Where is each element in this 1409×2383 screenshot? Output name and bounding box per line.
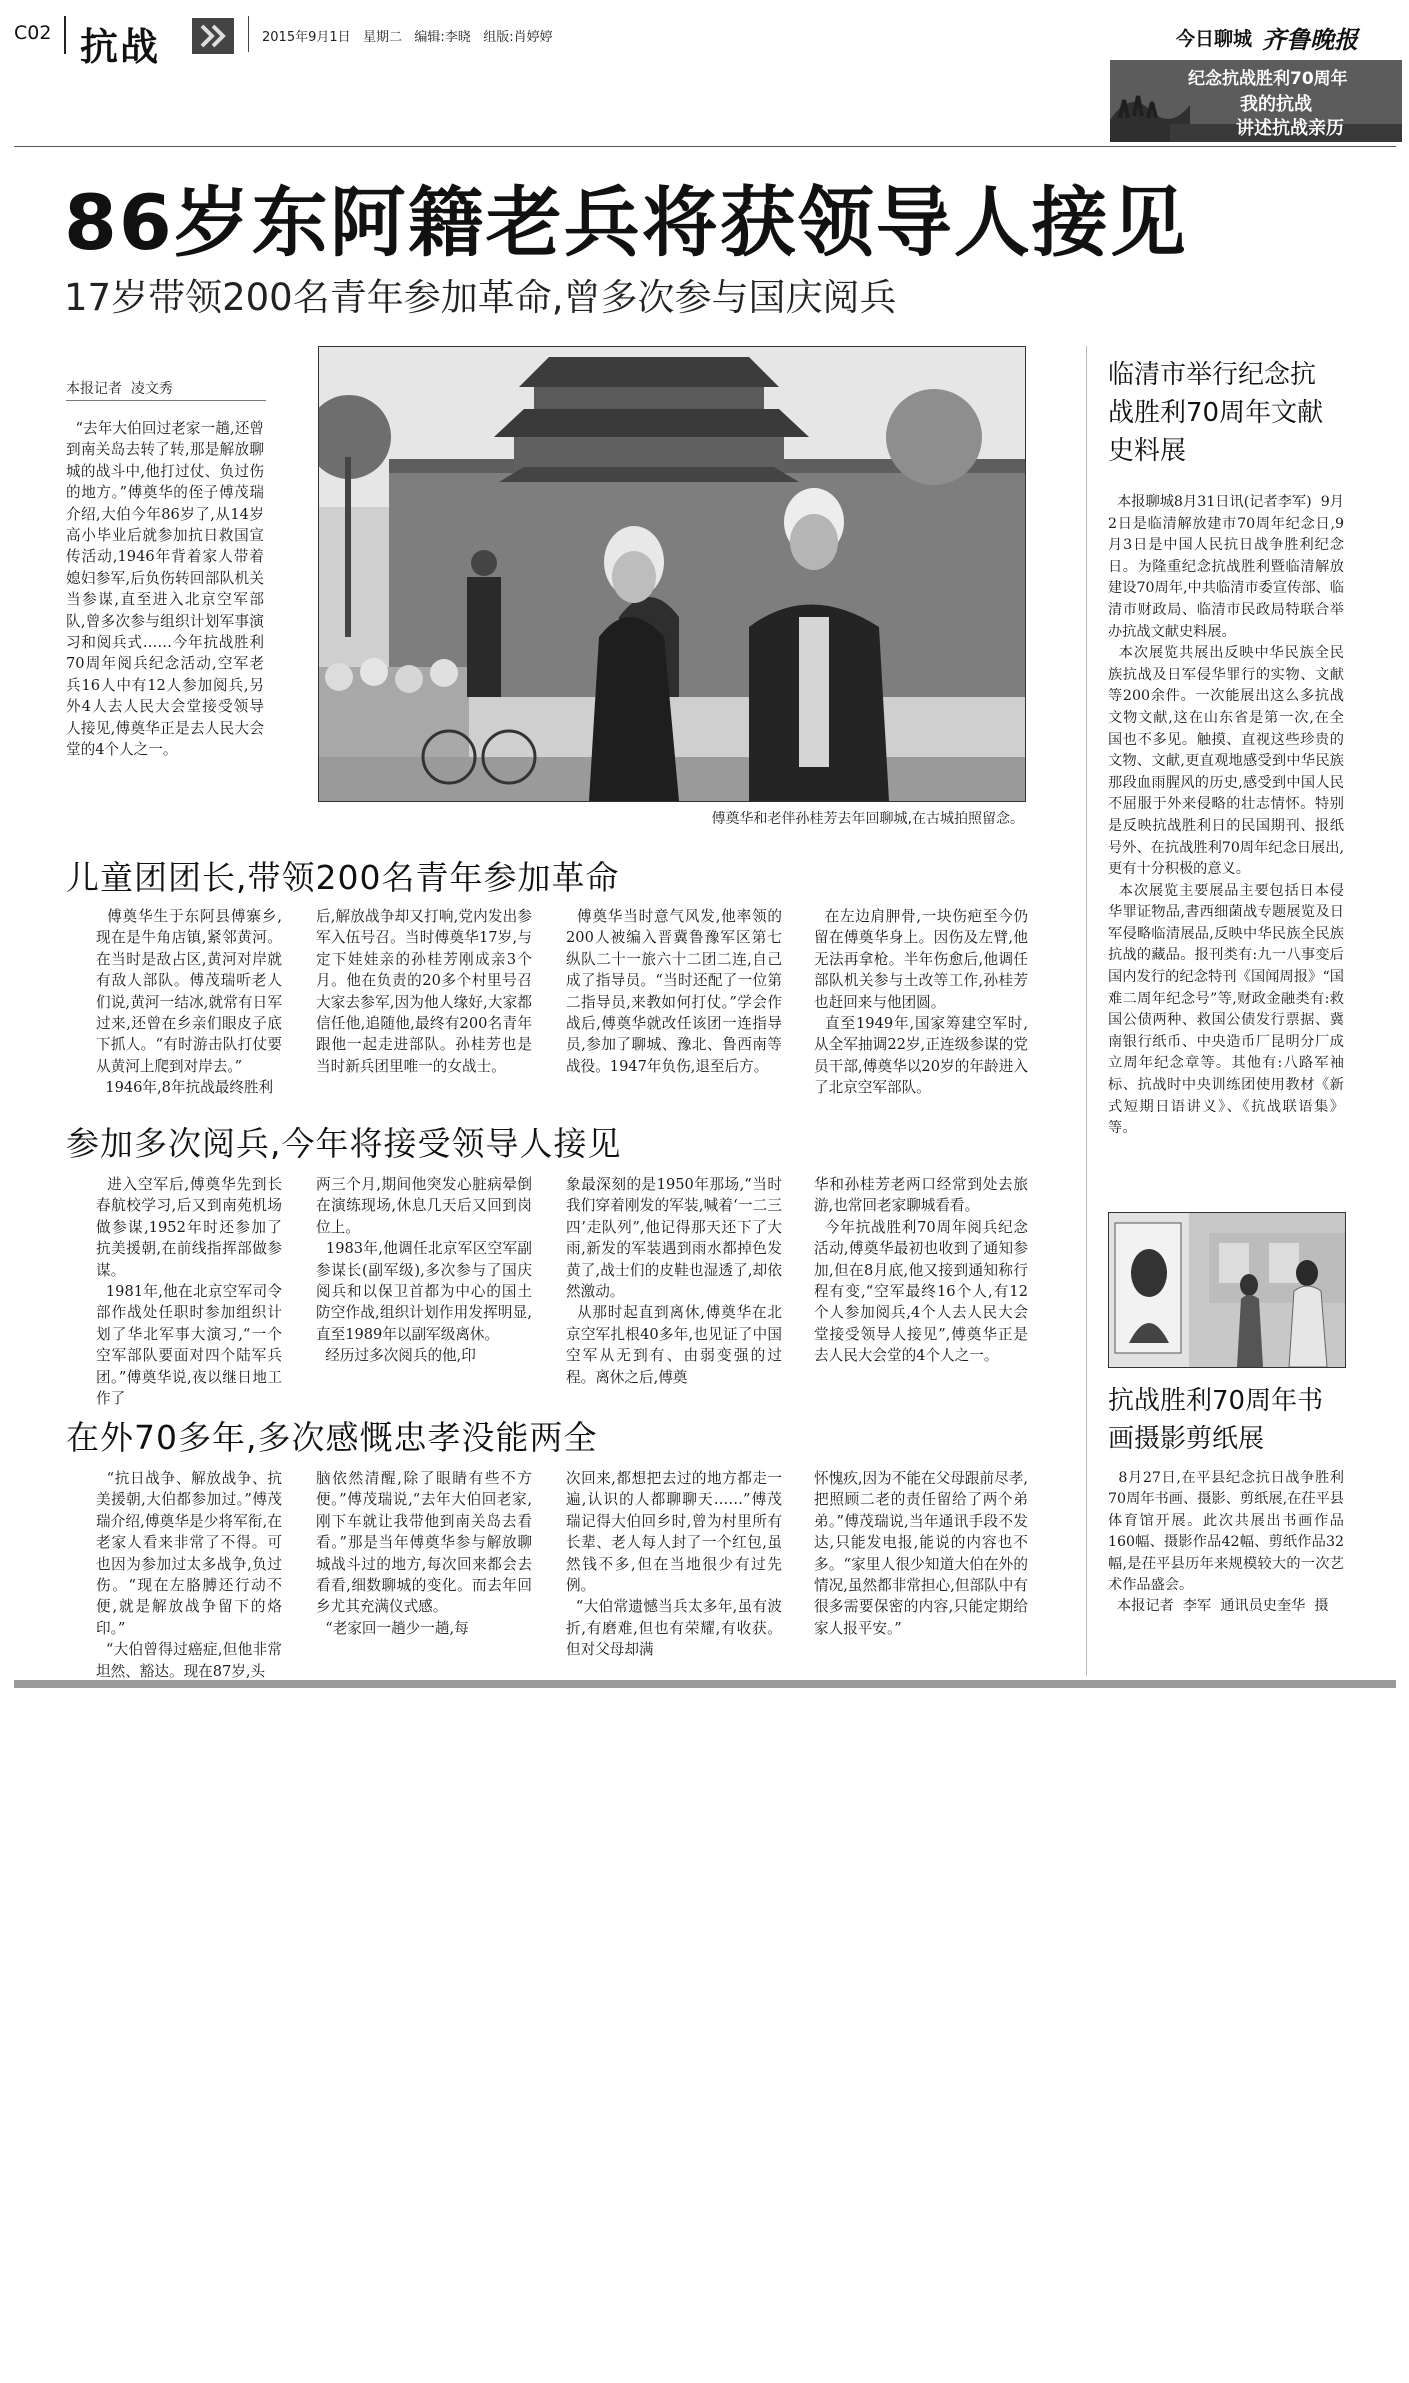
section-2-title: 参加多次阅兵,今年将接受领导人接见 [66, 1124, 622, 1163]
section-arrow-icon [192, 18, 234, 54]
section-1-col-4: 在左边肩胛骨,一块伤疤至今仍留在傅奠华身上。因伤及左臂,他无法再拿枪。半年伤愈后,他调任部队机关参与土改等工作,孙桂芳也赶回来与他团圆。 直至1949年,国家筹建空军时,从全军抽调22岁,正连级参谋的党员干部,傅奠华以20岁的年龄进入了北京空军部队。 [814, 908, 1029, 1097]
side-article-1-body: 本报聊城8月31日讯(记者李军) 9月2日是临清解放建市70周年纪念日,9月3日是中国人民抗日战争胜利纪念日。为隆重纪念抗战胜利暨临清解放建设70周年,中共临清市委宣传部、临清市财政局、临清市民政局特联合举办抗战文献史料展。 本次展览共展出反映中华民族全民族抗战及日军侵华罪行的实物、文献等200余件。一次能展出这么多抗战文物文献,这在山东省是第一次,在全国也不多见。触摸、直视这些珍贵的文物、文献,更直观地感受到中华民族那段血雨腥风的历史,感受到中国人民不屈服于外来侵略的壮志情怀。特别是反映抗战胜利日的民国期刊、报纸号外、在抗战胜利70周年纪念日展出,更有十分积极的意义。 本次展览主要展品主要包括日本侵华罪证物品,書西细菌战专题展览及日军侵略临清展品,反映中华民族全民族抗战的藏品。报刊类有:九一八事变后国内发行的纪念特刊《国闻周报》“国难二周年纪念号”等,财政金融类有:救国公债两种、救国公债发行票据、冀南银行纸币、中央造币厂昆明分厂成立周年纪念章等。其他有:八路军袖标、抗战时中央训练团使用教材《新式短期日语讲义》、《抗战联语集》等。 [1108, 494, 1344, 1137]
section-3-col-3: 次回来,都想把去过的地方都走一遍,认识的人都聊聊天……”傅茂瑞记得大伯回乡时,曾为村里所有长辈、老人每人封了一个红包,虽然钱不多,但在当地很少有过先例。 “大伯常遗憾当兵太多年,虽有波折,有磨难,但也有荣耀,有收获。但对父母却满 [566, 1470, 782, 1659]
section-1-col-1: 傅奠华生于东阿县傅寨乡,现在是牛角店镇,紧邻黄河。在当时是敌占区,黄河对岸就有敌人部队。傅茂瑞听老人们说,黄河一结冰,就常有日军过来,还曾在乡亲们眼皮子底下抓人。“有时游击队打仗要从黄河上爬到对岸去。” 1946年,8年抗战最终胜利 [96, 908, 283, 1097]
section-3-title: 在外70多年,多次感慨忠孝没能两全 [66, 1418, 598, 1457]
section-3-col-4: 怀愧疚,因为不能在父母跟前尽孝,把照顾二老的责任留给了两个弟弟。”傅茂瑞说,当年通讯手段不发达,只能发电报,能说的内容也不多。“家里人很少知道大伯在外的情况,虽然都非常担心,但部队中有很多需要保密的内容,只能定期给家人报平安。” [814, 1470, 1028, 1637]
paper-name-right: 齐鲁晚报 [1262, 25, 1358, 54]
header-meta: 2015年9月1日 星期二 编辑:李晓 组版:肖婷婷 [262, 30, 553, 45]
section-name: 抗战 [80, 25, 161, 69]
banner-line-3: 讲述抗战亲历 [1236, 118, 1344, 139]
header-divider-right [248, 16, 249, 52]
side-column-divider [1086, 346, 1087, 1676]
side-article-2-title: 抗战胜利70周年书画摄影剪纸展 [1108, 1386, 1324, 1454]
byline-rule [66, 400, 266, 401]
side-article-2-body: 8月27日,在平县纪念抗日战争胜利70周年书画、摄影、剪纸展,在茌平县体育馆开展。此次共展出书画作品160幅、摄影作品42幅、剪纸作品32幅,是茌平县历年来规模较大的一次艺术作品盛会。 本报记者 李军 通讯员史奎华 摄 [1108, 1470, 1344, 1615]
section-2-col-1: 进入空军后,傅奠华先到长春航校学习,后又到南苑机场做参谋,1952年时还参加了抗美援朝,在前线指挥部做参谋。 1981年,他在北京空军司令部作战处任职时参加组织计划了华北军事大演习,“一个空军部队要面对四个陆军兵团。”傅奠华说,夜以继日地工作了 [96, 1176, 283, 1408]
header-divider-left [64, 16, 66, 54]
page-number: C02 [14, 22, 52, 44]
paper-name-left: 今日聊城 [1176, 28, 1253, 50]
lead-paragraph: “去年大伯回过老家一趟,还曾到南关岛去转了转,那是解放聊城的战斗中,他打过仗、负过伤的地方。”傅奠华的侄子傅茂瑞介绍,大伯今年86岁了,从14岁高小毕业后就参加抗日救国宣传活动,1946年背着家人带着媳妇参军,后负伤转回部队机关当参谋,直至进入北京空军部队,曾多次参与组织计划军事演习和阅兵式……今年抗战胜利70周年阅兵纪念活动,空军老兵16人中有12人参加阅兵,另外4人去人民大会堂接受领导人接见,傅奠华正是去人民大会堂的4个人之一。 [66, 420, 264, 759]
section-1-col-3: 傅奠华当时意气风发,他率领的200人被编入晋冀鲁豫军区第七纵队二十一旅六十二团二连,自己成了指导员。“当时还配了一位第二指导员,来教如何打仗。”学会作战后,傅奠华就改任该团一连指导员,参加了聊城、豫北、鲁西南等战役。1947年负伤,退至后方。 [566, 908, 783, 1075]
main-photo [318, 346, 1026, 802]
section-1-title: 儿童团团长,带领200名青年参加革命 [66, 858, 620, 897]
main-photo-caption: 傅奠华和老伴孙桂芳去年回聊城,在古城拍照留念。 [711, 811, 1024, 827]
bottom-rule [14, 1680, 1396, 1688]
headline: 86岁东阿籍老兵将获领导人接见 [64, 178, 1188, 267]
section-2-col-3: 象最深刻的是1950年那场,“当时我们穿着刚发的军装,喊着‘一二三四’走队列”,他记得那天还下了大雨,新发的军装遇到雨水都掉色发黄了,战士们的皮鞋也湿透了,却依然激动。 从那时起直到离休,傅奠华在北京空军扎根40多年,也见证了中国空军从无到有、由弱变强的过程。离休之后,傅奠 [566, 1176, 783, 1386]
section-2-col-2: 两三个月,期间他突发心脏病晕倒在演练现场,休息几天后又回到岗位上。 1983年,他调任北京军区空军副参谋长(副军级),多次参与了国庆阅兵和以保卫首都为中心的国土防空作战,组织计划作用发挥明显,直至1989年以副军级离休。 经历过多次阅兵的他,印 [316, 1176, 533, 1365]
subheadline: 17岁带领200名青年参加革命,曾多次参与国庆阅兵 [64, 276, 897, 319]
section-1-col-2: 后,解放战争却又打响,党内发出参军入伍号召。当时傅奠华17岁,与定下娃娃亲的孙桂芳刚成亲3个月。他在负责的20多个村里号召大家去参军,因为他人缘好,大家都信任他,追随他,最终有200名青年跟他一起走进部队。孙桂芳也是当时新兵团里唯一的女战士。 [316, 908, 532, 1075]
header-rule [14, 146, 1396, 147]
side-article-1-title: 临清市举行纪念抗战胜利70周年文献史料展 [1108, 360, 1324, 466]
banner-line-1: 纪念抗战胜利70周年 [1188, 69, 1348, 89]
section-3-col-2: 脑依然清醒,除了眼睛有些不方便。”傅茂瑞说,“去年大伯回老家,刚下车就让我带他到南关岛去看看。”那是当年傅奠华参与解放聊城战斗过的地方,每次回来都会去看看,细数聊城的变化。而去年回乡尤其充满仪式感。 “老家回一趟少一趟,每 [316, 1470, 532, 1637]
banner-line-2: 我的抗战 [1240, 94, 1312, 115]
section-2-col-4: 华和孙桂芳老两口经常到处去旅游,也常回老家聊城看看。 今年抗战胜利70周年阅兵纪念活动,傅奠华最初也收到了通知参加,但在8月底,他又接到通知称行程有变,“空军最终16个人,有12个人参加阅兵,4个人去人民大会堂接受领导人接见”,傅奠华正是去人民大会堂的4个人之一。 [814, 1176, 1028, 1365]
anniversary-banner [1110, 60, 1402, 142]
exhibition-photo [1108, 1212, 1346, 1368]
byline: 本报记者 凌文秀 [66, 381, 173, 397]
section-3-col-1: “抗日战争、解放战争、抗美援朝,大伯都参加过。”傅茂瑞介绍,傅奠华是少将军衔,在老家人看来非常了不得。可也因为参加过太多战争,负过伤。“现在左胳膊还行动不便,就是解放战争留下的烙印。” “大伯曾得过癌症,但他非常坦然、豁达。现在87岁,头 [96, 1470, 283, 1680]
